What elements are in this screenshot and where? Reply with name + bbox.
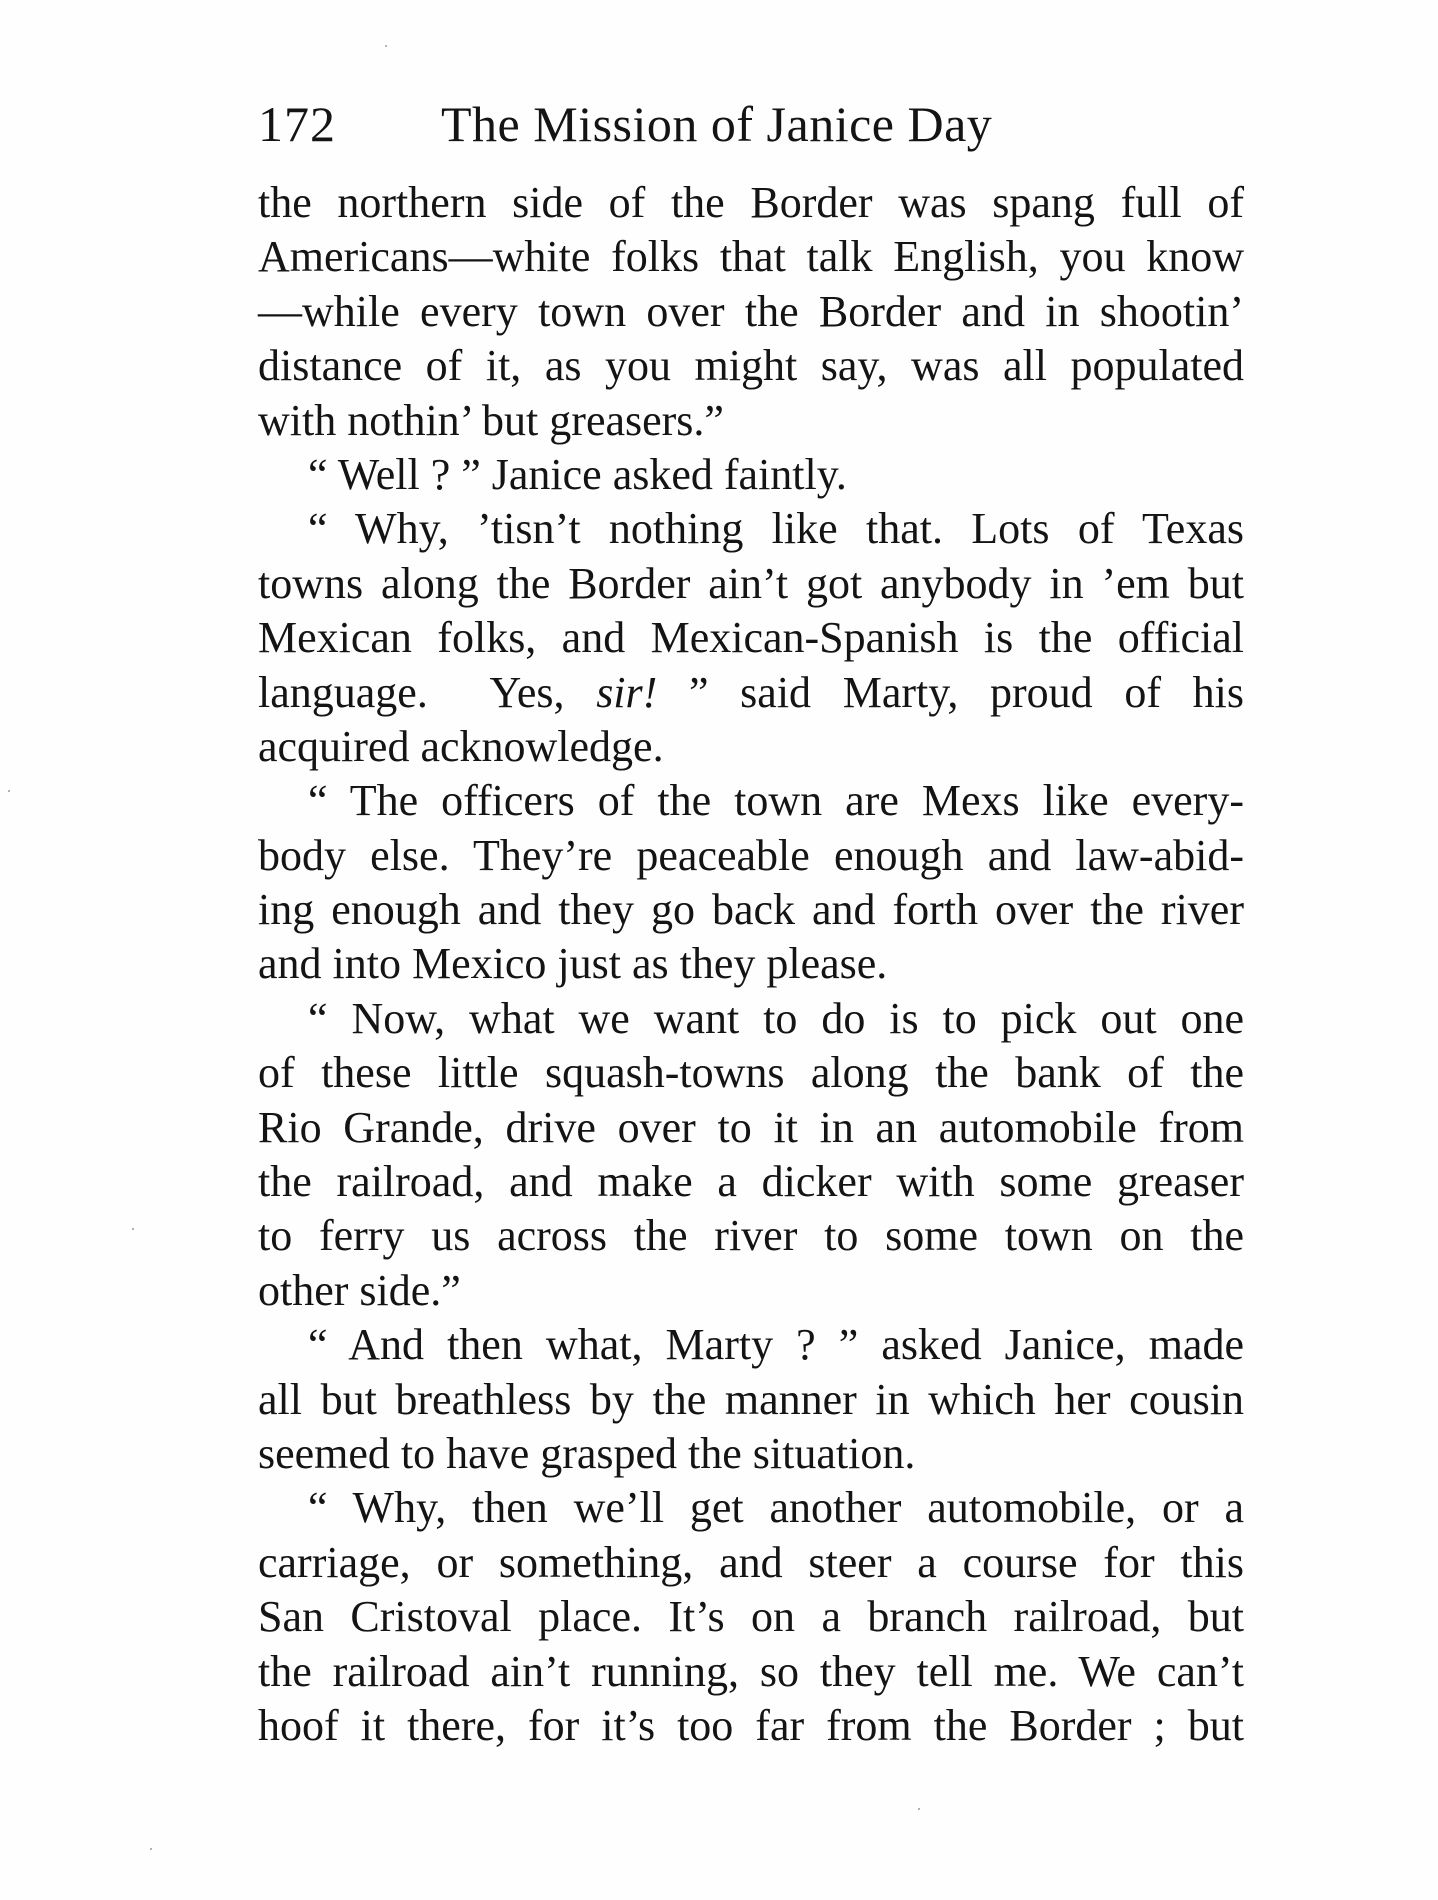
- text-line: all but breathless by the manner in which her cousin: [258, 1374, 1244, 1424]
- text-line: “ Why, then we’ll get another automobile, or a: [308, 1483, 1244, 1533]
- text-line: the northern side of the Border was spang full of: [258, 178, 1244, 227]
- text-line: and into Mexico just as they please.: [258, 939, 888, 989]
- text-segment: ” said Marty, proud of his: [657, 667, 1245, 717]
- text-line-with-italic: [258, 666, 1244, 720]
- text-line: “ Now, what we want to do is to pick out one: [308, 993, 1244, 1043]
- scan-speck: [918, 1808, 920, 1810]
- page-number: 172: [258, 96, 336, 152]
- text-line: “ Why, ’tisn’t nothing like that. Lots of Texas: [308, 504, 1244, 554]
- text-line: body else. They’re peaceable enough and law-abid-: [258, 830, 1244, 880]
- text-line: —while every town over the Border and in shootin’: [258, 286, 1244, 336]
- text-line: seemed to have grasped the situation.: [258, 1428, 916, 1478]
- text-line: of these little squash-towns along the bank of the: [258, 1048, 1244, 1098]
- text-line: to ferry us across the river to some town on the: [258, 1211, 1244, 1261]
- text-line: Rio Grande, drive over to it in an automobile from: [258, 1102, 1244, 1152]
- text-line: distance of it, as you might say, was all populated: [258, 341, 1244, 391]
- scan-speck: [150, 1848, 152, 1850]
- running-title: The Mission of Janice Day: [441, 96, 993, 152]
- text-line: acquired acknowledge.: [258, 721, 664, 771]
- text-line: San Cristoval place. It’s on a branch railroad, but: [258, 1592, 1244, 1642]
- scan-speck: [132, 1228, 134, 1230]
- text-line: “ The officers of the town are Mexs like every-: [308, 776, 1244, 826]
- text-line: “ And then what, Marty ? ” asked Janice, made: [308, 1320, 1244, 1370]
- text-line: the railroad ain’t running, so they tell me. We can’t: [258, 1646, 1244, 1696]
- scan-speck: [8, 790, 10, 792]
- text-line: other side.”: [258, 1265, 461, 1315]
- scan-speck: [385, 45, 387, 47]
- text-line: hoof it there, for it’s too far from the Border ; but: [258, 1700, 1244, 1750]
- text-segment: language. Yes,: [258, 667, 597, 717]
- text-line: ing enough and they go back and forth over the river: [258, 885, 1244, 935]
- text-line: Mexican folks, and Mexican-Spanish is the official: [258, 613, 1244, 663]
- page-header: [258, 94, 1258, 154]
- body-text: [258, 176, 1244, 1753]
- text-line: “ Well ? ” Janice asked faintly.: [308, 449, 847, 499]
- text-line: carriage, or something, and steer a course for this: [258, 1537, 1244, 1587]
- text-line: Americans—white folks that talk English, you know: [258, 232, 1244, 282]
- italic-word: sir!: [596, 667, 658, 717]
- text-line: with nothin’ but greasers.”: [258, 395, 724, 445]
- text-line: towns along the Border ain’t got anybody in ’em but: [258, 558, 1244, 608]
- text-line: the railroad, and make a dicker with some greaser: [258, 1157, 1244, 1207]
